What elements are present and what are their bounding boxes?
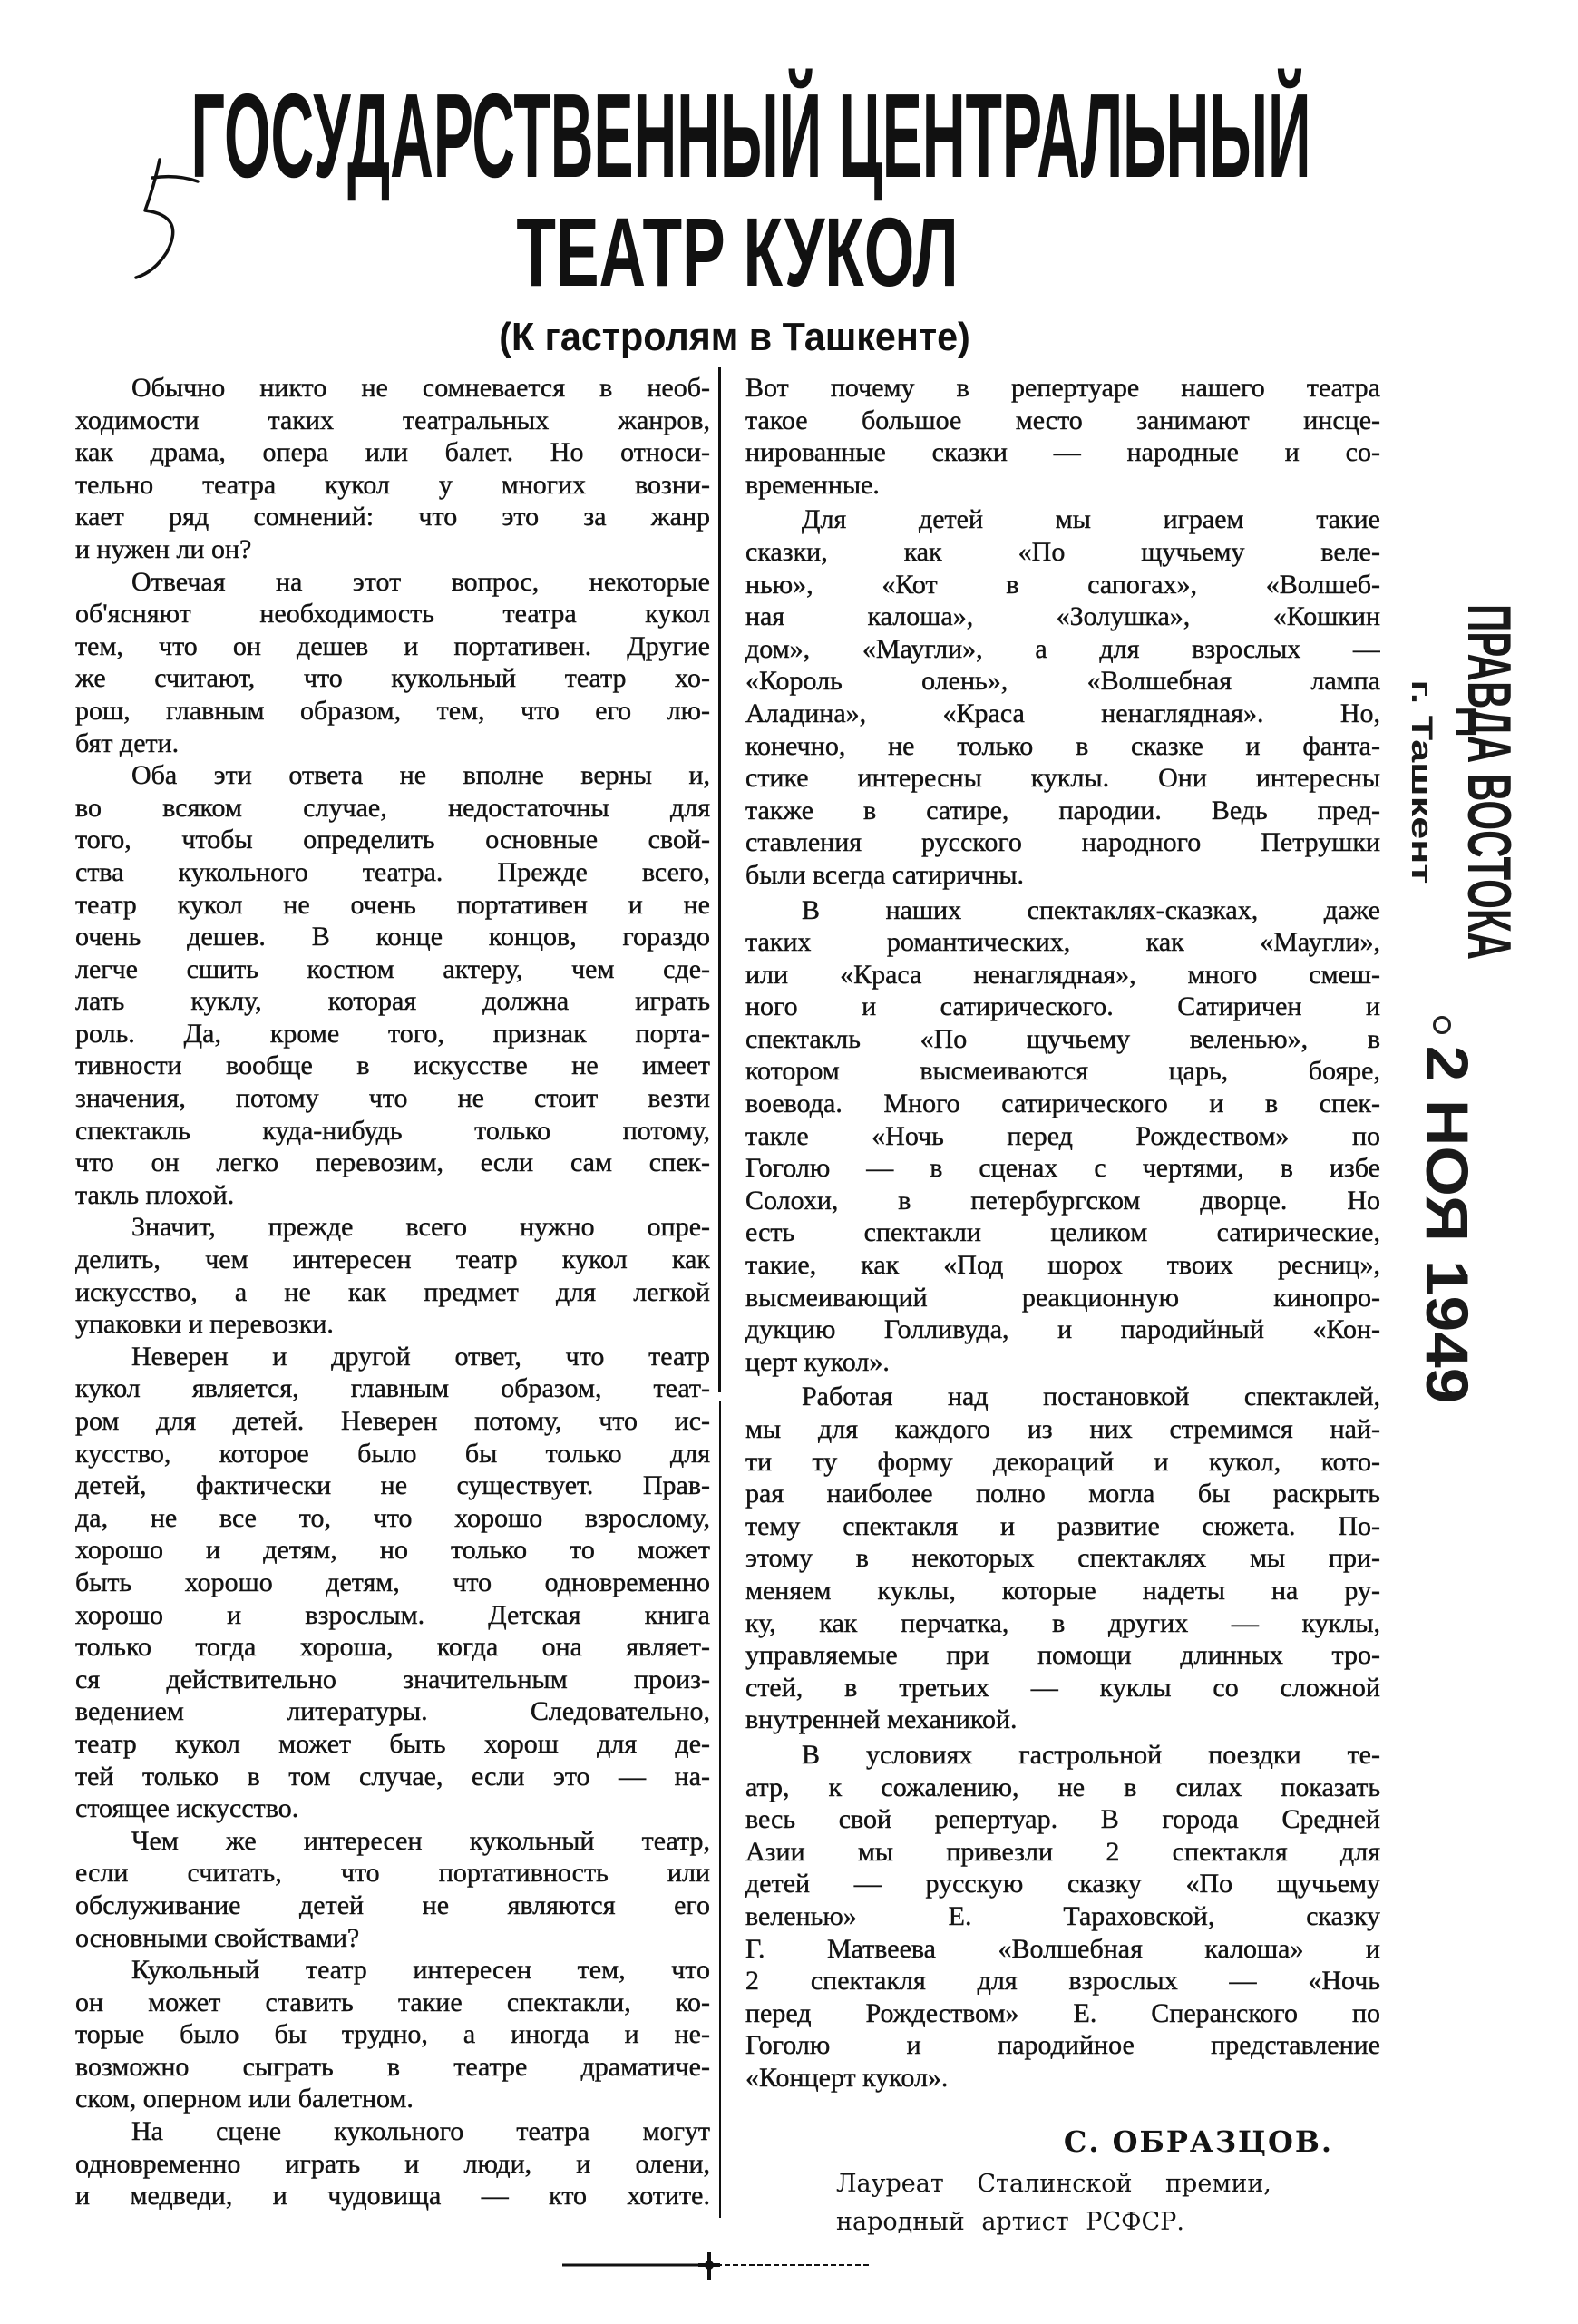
text-line: Чем же интересен кукольный театр, xyxy=(132,1825,710,1856)
text-line: легче сшить костюм актеру, чем сде- xyxy=(75,953,710,984)
text-line: внутренней механикой. xyxy=(745,1704,1018,1735)
text-line: спектакль куда-нибудь только потому, xyxy=(75,1115,710,1146)
text-line: 2 спектакля для взрослых — «Ночь xyxy=(745,1966,1380,1997)
text-line: такие, как «Под шорох твоих ресниц», xyxy=(745,1250,1380,1281)
text-line: тем, что он дешев и портативен. Другие xyxy=(75,630,710,661)
text-line: «Концерт кукол». xyxy=(745,2062,949,2093)
paragraph xyxy=(75,1954,710,2115)
stamp-date-text: 2 НОЯ 1949 xyxy=(1414,1045,1481,1404)
text-line: сказки, как «По щучьему веле- xyxy=(745,536,1380,567)
text-line: значения, потому что не стоит везти xyxy=(75,1083,710,1114)
author-title-line-2: народный артист РСФСР. xyxy=(836,2208,1184,2236)
text-line: «Король олень», «Волшебная лампа xyxy=(745,666,1380,697)
paragraph xyxy=(745,1739,1380,2095)
text-line: Обычно никто не сомневается в необ- xyxy=(132,373,710,403)
text-line: же считают, что кукольный театр хо- xyxy=(75,663,710,694)
text-line: кает ряд сомнений: что это за жанр xyxy=(75,502,710,532)
text-line: как драма, опера или балет. Но относи- xyxy=(75,437,710,468)
text-line: дом», «Маугли», а для взрослых — xyxy=(745,633,1380,664)
text-line: На сцене кукольного театра могут xyxy=(132,2116,710,2147)
text-line: В наших спектаклях-сказках, даже xyxy=(802,894,1380,925)
text-line: ся действительно значительным произ- xyxy=(75,1664,710,1694)
text-line: рая наиболее полно могла бы раскрыть xyxy=(745,1479,1380,1509)
column-divider xyxy=(718,367,721,1392)
text-line: торые было бы трудно, а иногда и не- xyxy=(75,2019,710,2050)
text-line: ставления русского народного Петрушки xyxy=(745,827,1380,858)
text-line: очень дешев. В конце концов, гораздо xyxy=(75,922,710,952)
text-line: стей, в третьих — куклы со сложной xyxy=(745,1672,1380,1703)
stamp-newspaper-text: ПРАВДА ВОСТОКА xyxy=(1455,603,1524,961)
text-line: тей только в том случае, если это — на- xyxy=(75,1761,710,1792)
paragraph xyxy=(745,1381,1380,1736)
paragraph xyxy=(745,503,1380,891)
text-line: он может ставить такие спектакли, ко- xyxy=(75,1987,710,2017)
text-line: одновременно играть и люди, и олени, xyxy=(75,2148,710,2179)
text-line: тему спектакля и развитие сюжета. По- xyxy=(745,1510,1380,1541)
paragraph xyxy=(75,1341,710,1825)
paragraph xyxy=(75,1825,710,1954)
subtitle xyxy=(483,317,986,357)
text-line: перед Рождеством» Е. Сперанского по xyxy=(745,1997,1380,2028)
subtitle-text: (К гастролям в Ташкенте) xyxy=(499,315,970,359)
text-line: тивности вообще в искусстве не имеет xyxy=(75,1050,710,1081)
text-line: котором высмеиваются царь, бояре, xyxy=(745,1056,1380,1087)
text-line: ском, оперном или балетном. xyxy=(75,2084,414,2114)
text-line: ходимости таких театральных жанров, xyxy=(75,405,710,435)
text-line: Аладина», «Краса ненаглядная». Но, xyxy=(745,698,1380,728)
text-line: рош, главным образом, тем, что его лю- xyxy=(75,695,710,726)
text-line: и нужен ли он? xyxy=(75,533,252,564)
column-divider-lower xyxy=(719,1401,721,2218)
text-line: таких романтических, как «Маугли», xyxy=(745,927,1380,958)
text-line: об'ясняют необходимость театра кукол xyxy=(75,599,710,630)
text-line: конечно, не только в сказке и фанта- xyxy=(745,730,1380,761)
paragraph xyxy=(745,894,1380,1379)
headline-line-1 xyxy=(0,69,1578,202)
text-line: стике интересны куклы. Они интересны xyxy=(745,763,1380,794)
text-line: нированные сказки — народные и со- xyxy=(745,437,1380,468)
text-line: нью», «Кот в сапогах», «Волшеб- xyxy=(745,569,1380,600)
text-line: кукол является, главным образом, теат- xyxy=(75,1373,710,1404)
text-line: того, чтобы определить основные свой- xyxy=(75,825,710,855)
text-line: и медведи, и чудовища — кто хотите. xyxy=(75,2181,710,2212)
author-name: С. ОБРАЗЦОВ. xyxy=(1063,2124,1333,2159)
text-line: быть хорошо детям, что одновременно xyxy=(75,1567,710,1597)
text-line: основными свойствами? xyxy=(75,1922,360,1953)
text-line: только тогда хороша, когда она являет- xyxy=(75,1632,710,1663)
stamp-date xyxy=(1414,1045,1481,1404)
stamp-newspaper-name xyxy=(1455,494,1524,1069)
text-line: роль. Да, кроме того, признак порта- xyxy=(75,1018,710,1049)
text-line: есть спектакли целиком сатирические, xyxy=(745,1217,1380,1248)
text-line: ку, как перчатка, в других — куклы, xyxy=(745,1607,1380,1638)
stamp-city-text: г. Ташкент xyxy=(1406,679,1438,884)
text-line: Гоголю и пародийное представление xyxy=(745,2030,1380,2061)
text-line: дукцию Голливуда, и пародийный «Кон- xyxy=(745,1314,1380,1345)
text-line: Солохи, в петербургском дворце. Но xyxy=(745,1185,1380,1216)
text-line: весь свой репертуар. В города Средней xyxy=(745,1804,1380,1835)
text-line: Значит, прежде всего нужно опре- xyxy=(132,1212,710,1243)
author-title-line-1: Лауреат Сталинской премии, xyxy=(836,2170,1271,2198)
text-line: бят дети. xyxy=(75,727,180,758)
text-line: ная калоша», «Золушка», «Кошкин xyxy=(745,601,1380,632)
text-line: если считать, что портативность или xyxy=(75,1858,710,1889)
text-line: во всяком случае, недостаточны для xyxy=(75,792,710,823)
text-line: Отвечая на этот вопрос, некоторые xyxy=(132,566,710,597)
text-line: церт кукол». xyxy=(745,1346,890,1377)
stamp-city xyxy=(1406,679,1438,884)
paragraph xyxy=(75,759,710,1211)
text-line: временные. xyxy=(745,469,880,500)
headline-line-2 xyxy=(403,197,1071,307)
text-line: Работая над постановкой спектаклей, xyxy=(802,1382,1380,1412)
text-line: делить, чем интересен театр кукол как xyxy=(75,1245,710,1275)
text-line: спектакль «По щучьему веленью», в xyxy=(745,1023,1380,1054)
stamp-dot-icon xyxy=(1433,1016,1451,1034)
text-line: Гоголю — в сценах с чертями, в избе xyxy=(745,1153,1380,1184)
text-line: лать куклу, которая должна играть xyxy=(75,986,710,1017)
text-line: ного и сатирического. Сатиричен и xyxy=(745,991,1380,1022)
text-line: Оба эти ответа не вполне верны и, xyxy=(132,760,710,791)
text-line: Вот почему в репертуаре нашего театра xyxy=(745,373,1380,403)
text-line: Неверен и другой ответ, что театр xyxy=(132,1341,710,1372)
text-line: атр, к сожалению, не в силах показать xyxy=(745,1772,1380,1802)
text-line: веленью» Е. Тараховской, сказку xyxy=(745,1900,1380,1931)
text-line: упаковки и перевозки. xyxy=(75,1309,334,1340)
article-column-2 xyxy=(745,372,1380,2094)
text-line: воевода. Много сатирического и в спек- xyxy=(745,1089,1380,1119)
text-line: ти ту форму декораций и кукол, кото- xyxy=(745,1446,1380,1477)
text-line: мы для каждого из них стремимся най- xyxy=(745,1414,1380,1444)
text-line: были всегда сатиричны. xyxy=(745,859,1025,890)
text-line: этому в некоторых спектаклях мы при- xyxy=(745,1543,1380,1574)
paragraph xyxy=(75,566,710,760)
text-line: управляемые при помощи длинных тро- xyxy=(745,1640,1380,1671)
text-line: что он легко перевозим, если сам спек- xyxy=(75,1147,710,1178)
text-line: ства кукольного театра. Прежде всего, xyxy=(75,856,710,887)
text-line: тельно театра кукол у многих возни- xyxy=(75,469,710,500)
text-line: Азии мы привезли 2 спектакля для xyxy=(745,1836,1380,1867)
text-line: театр кукол может быть хорош для де- xyxy=(75,1728,710,1759)
text-line: ведением литературы. Следовательно, xyxy=(75,1696,710,1727)
text-line: такле «Ночь перед Рождеством» по xyxy=(745,1120,1380,1151)
text-line: такое большое место занимают инсце- xyxy=(745,405,1380,435)
paragraph xyxy=(75,2115,710,2212)
text-line: Г. Матвеева «Волшебная калоша» и xyxy=(745,1933,1380,1964)
text-line: меняем куклы, которые надеты на ру- xyxy=(745,1575,1380,1606)
paragraph xyxy=(75,372,710,566)
text-line: обслуживание детей не являются его xyxy=(75,1889,710,1920)
text-line: ром для детей. Неверен потому, что ис- xyxy=(75,1406,710,1436)
text-line: Кукольный театр интересен тем, что xyxy=(132,1955,710,1986)
text-line: искусство, а не как предмет для легкой xyxy=(75,1276,710,1307)
text-line: стоящее искусство. xyxy=(75,1793,299,1824)
article-column-1 xyxy=(75,372,710,2212)
paragraph xyxy=(75,1211,710,1340)
text-line: да, не все то, что хорошо взрослому, xyxy=(75,1502,710,1533)
text-line: детей, фактически не существует. Прав- xyxy=(75,1470,710,1501)
text-line: также в сатире, пародии. Ведь пред- xyxy=(745,795,1380,825)
text-line: хорошо и взрослым. Детская книга xyxy=(75,1599,710,1630)
text-line: театр кукол не очень портативен и не xyxy=(75,889,710,920)
text-line: такль плохой. xyxy=(75,1179,235,1210)
text-line: Для детей мы играем такие xyxy=(802,504,1380,535)
text-line: кусство, которое было бы только для xyxy=(75,1438,710,1469)
bottom-ornament-divider xyxy=(544,2245,889,2290)
text-line: В условиях гастрольной поездки те- xyxy=(802,1739,1380,1770)
text-line: детей — русскую сказку «По щучьему xyxy=(745,1869,1380,1899)
headline-text-2: ТЕАТР КУКОЛ xyxy=(516,197,959,307)
headline-text-1: ГОСУДАРСТВЕННЫЙ ЦЕНТРАЛЬНЫЙ xyxy=(190,69,1311,202)
text-line: возможно сыграть в театре драматиче- xyxy=(75,2051,710,2082)
paragraph xyxy=(745,372,1380,501)
text-line: хорошо и детям, но только то может xyxy=(75,1535,710,1566)
text-line: или «Краса ненаглядная», много смеш- xyxy=(745,959,1380,990)
text-line: высмеивающий реакционную кинопро- xyxy=(745,1282,1380,1313)
